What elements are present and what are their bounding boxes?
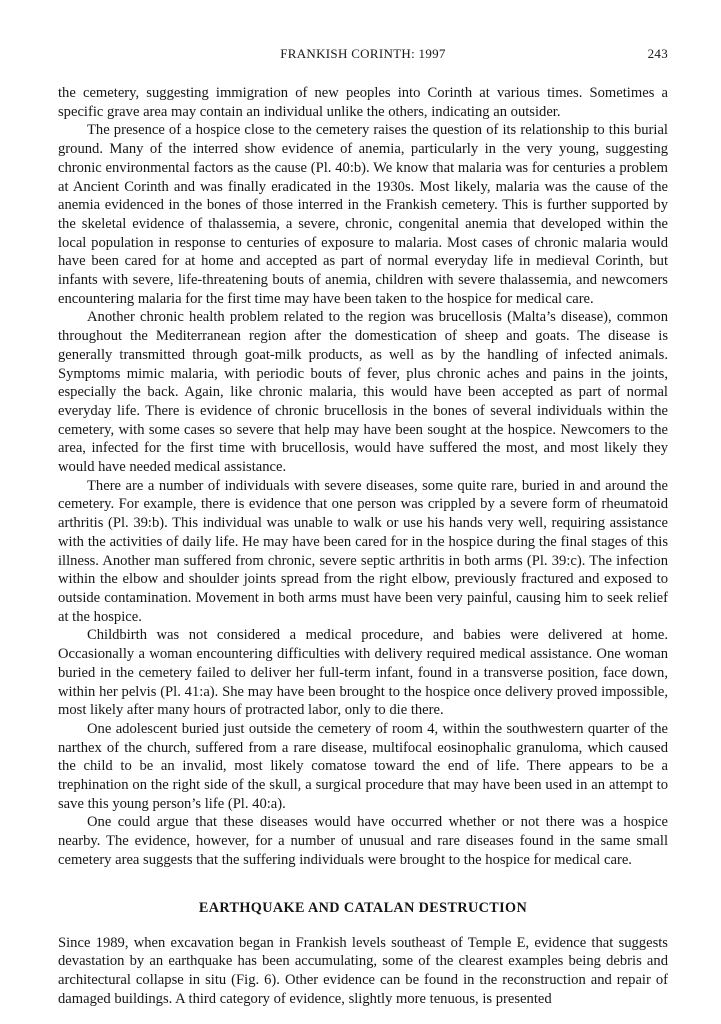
paragraph-brucellosis: Another chronic health problem related to the region was brucellosis (Malta’s disease), common throughout the Mediterranean region after the domestication of sheep and goats. The disease is generally transmitted through goat-milk products, as well as by the handling of infected animals. Symptoms mimic malaria, with periodic bouts of fever, plus chronic aches and pains in the joints, especially the back. Again, like chronic malaria, this would have been accepted as part of normal everyday life. There is evidence of chronic brucellosis in the bones of several individuals within the cemetery, with some cases so severe that help may have been sought at the hospice. Newcomers to the area, infected for the first time with brucellosis, would have suffered the most, and most likely they would have needed medical assistance. (58, 309, 668, 476)
paragraph-childbirth: Childbirth was not considered a medical procedure, and babies were delivered at home. Occasionally a woman encountering difficulties with delivery required medical assistance. One woman buried in the cemetery failed to deliver her full-term infant, found in a transverse position, face down, within her pelvis (Pl. 41:a). She may have been brought to the hospice once delivery proved impossible, most likely after many hours of protracted labor, only to die there. (58, 627, 668, 719)
paragraph-earthquake: Since 1989, when excavation began in Frankish levels southeast of Temple E, evidence that suggests devastation by an earthquake has been accumulating, some of the clearest examples being debris and architectural collapse in situ (Fig. 6). Other evidence can be found in the reconstruction and repair of damaged buildings. A third category of evidence, slightly more tenuous, is presented (58, 934, 668, 1007)
paragraph-adolescent: One adolescent buried just outside the cemetery of room 4, within the southwestern quarter of the narthex of the church, suffered from a rare disease, multifocal eosinophalic granuloma, which caused the child to be an invalid, most likely comatose toward the end of life. There appears to be a trephination on the right side of the skull, a surgical procedure that may have been used in an attempt to save this young person’s life (Pl. 40:a). (58, 720, 668, 812)
paragraph-conclusion: One could argue that these diseases would have occurred whether or not there was a hospice nearby. The evidence, however, for a number of unusual and rare diseases found in the same small cemetery area suggests that the suffering individuals were brought to the hospice for medical care. (58, 814, 668, 868)
paragraph-severe-diseases: There are a number of individuals with severe diseases, some quite rare, buried in and around the cemetery. For example, there is evidence that one person was crippled by a severe form of rheumatoid arthritis (Pl. 39:b). This individual was unable to walk or use his hands very well, requiring assistance with the activities of daily life. He may have been cared for in the hospice during the final stages of this illness. Another man suffered from chronic, severe septic arthritis in both arms (Pl. 39:c). The infection within the elbow and shoulder joints spread from the right elbow, previously fractured and exposed to outside contamination. Movement in both arms must have been very painful, causing him to seek relief at the hospice. (58, 477, 668, 625)
page-number: 243 (647, 46, 668, 61)
running-title: FRANKISH CORINTH: 1997 (280, 46, 446, 61)
running-head (58, 46, 668, 66)
body-text (58, 84, 668, 1008)
page (58, 46, 668, 1008)
paragraph-continued: the cemetery, suggesting immigration of new peoples into Corinth at various times. Sometimes a specific grave area may contain an individual unlike the others, indicating an outsider. (58, 85, 668, 120)
paragraph-hospice: The presence of a hospice close to the cemetery raises the question of its relationship to this burial ground. Many of the interred show evidence of anemia, particularly in the very young, suggesting chronic environmental factors as the cause (Pl. 40:b). We know that malaria was for centuries a problem at Ancient Corinth and was finally eradicated in the 1930s. Most likely, malaria was the cause of the anemia evidenced in the bones of those interred in the Frankish cemetery. This is further supported by the skeletal evidence of thalassemia, a severe, chronic, congenital anemia that developed within the local population in response to centuries of exposure to malaria. Most cases of chronic malaria would have been cared for at home and accepted as part of normal everyday life in medieval Corinth, but infants with severe, life-threatening bouts of anemia, children with severe thalassemia, and newcomers encountering malaria for the first time may have been taken to the hospice for medical care. (58, 122, 668, 307)
section-heading: EARTHQUAKE AND CATALAN DESTRUCTION (198, 899, 528, 916)
